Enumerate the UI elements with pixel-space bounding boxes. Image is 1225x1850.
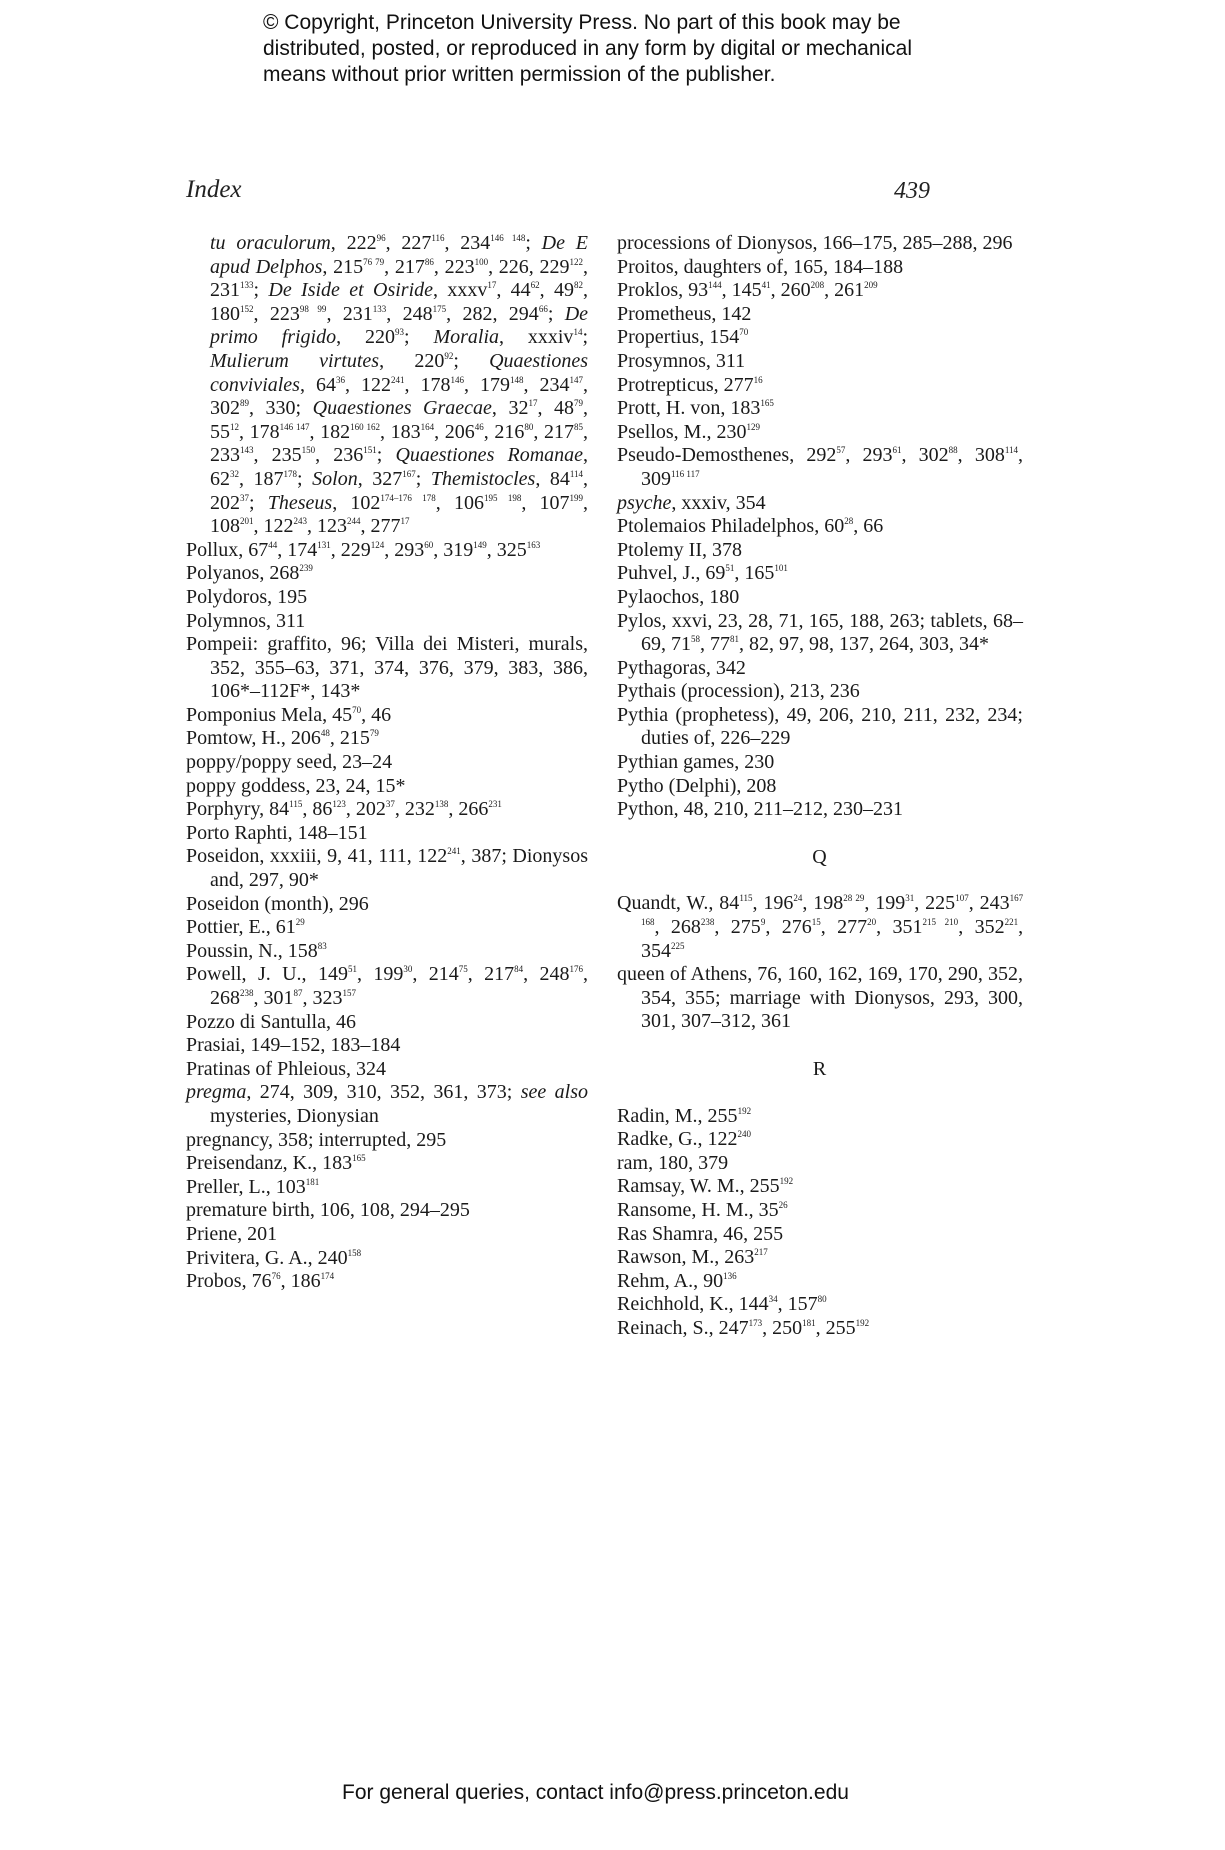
index-entry: Reinach, S., $247^{173}$, $250^{181}$, $255^{192}$ bbox=[617, 1316, 870, 1339]
index-entry: Pottier, E., $61^{29}$ bbox=[186, 916, 305, 939]
index-entry: Ras Shamra, 46, 255 bbox=[617, 1222, 784, 1245]
index-entry: Propertius, $154^{70}$ bbox=[617, 326, 749, 349]
page-number: 439 bbox=[894, 178, 930, 204]
index-entry: processions of Dionysos, 166–175, 285–288, 296 bbox=[617, 232, 1013, 254]
index-column-right bbox=[617, 232, 1023, 1341]
index-entry: Protrepticus, $277^{16}$ bbox=[617, 373, 763, 396]
index-entry: Pomtow, H., $206^{48}$, $215^{79}$ bbox=[186, 727, 379, 750]
index-entry: Prosymnos, 311 bbox=[617, 349, 746, 372]
index-entry: Powell, J. U., $149^{51}$, $199^{30}$, $214^{75}$, $217^{84}$, $248^{176}$, $268^{238}$, $301^{87}$, $323^{157}$ bbox=[186, 963, 589, 1009]
section-letter-r: R bbox=[812, 1058, 828, 1080]
index-entry: Prott, H. von, $183^{165}$ bbox=[617, 397, 774, 420]
index-entry: Privitera, G. A., $240^{158}$ bbox=[186, 1246, 362, 1269]
index-column-left bbox=[186, 232, 588, 1294]
index-entry: Pratinas of Phleious, 324 bbox=[186, 1057, 386, 1080]
index-entry: Pomponius Mela, $45^{70}$, 46 bbox=[186, 703, 392, 726]
index-entry: premature birth, 106, 108, 294–295 bbox=[186, 1199, 470, 1222]
index-entry: Pompeii: graffito, 96; Villa dei Misteri, murals, 352, 355–63, 371, 374, 376, 379, 383, 386, 106*–112F*, 143* bbox=[186, 633, 588, 703]
index-entry: queen of Athens, 76, 160, 162, 169, 170, 290, 352, 354, 355; marriage with Dionysos, 293, 300, 301, 307–312, 361 bbox=[617, 963, 1023, 1033]
index-entry: psyche, xxxiv, 354 bbox=[617, 491, 766, 514]
index-entry: Priene, 201 bbox=[186, 1222, 278, 1245]
index-entry: Rehm, A., $90^{136}$ bbox=[617, 1269, 737, 1292]
index-entry: poppy goddess, 23, 24, 15* bbox=[186, 774, 406, 797]
index-entry: Ptolemaios Philadelphos, $60^{28}$, 66 bbox=[617, 515, 884, 538]
index-entry: Radke, G., $122^{240}$ bbox=[617, 1128, 752, 1151]
index-entry: Pylos, xxvi, 23, 28, 71, 165, 188, 263; tablets, 68–69, $71^{58}$, $77^{81}$, 82, 97, 98, 137, 264, 303, 34* bbox=[617, 609, 1023, 656]
index-entry: Poseidon (month), 296 bbox=[186, 892, 369, 915]
index-entry: Preller, L., $103^{181}$ bbox=[186, 1175, 320, 1198]
index-entry: Quandt, W., $84^{115}$, $196^{24}$, $198^{28 29}$, $199^{31}$, $225^{107}$, $243^{167 168}$, $268^{238}$, $275^9$, $276^{15}$, $277^{20}$, $351^{215 210}$, $352^{221}$, $354^{225}$ bbox=[617, 892, 1024, 962]
footer-contact: For general queries, contact info@press.princeton.edu bbox=[342, 1781, 849, 1804]
copyright-line: distributed, posted, or reproduced in any form by digital or mechanical bbox=[263, 37, 913, 60]
index-entry: Poussin, N., $158^{83}$ bbox=[186, 939, 327, 962]
index-entry: Prometheus, 142 bbox=[617, 302, 752, 325]
index-entry: Reichhold, K., $144^{34}$, $157^{80}$ bbox=[617, 1293, 827, 1316]
index-entry: Pollux, $67^{44}$, $174^{131}$, $229^{124}$, $293^{60}$, $319^{149}$, $325^{163}$ bbox=[186, 538, 541, 561]
index-entry: Psellos, M., $230^{129}$ bbox=[617, 420, 760, 443]
index-entry: Prasiai, 149–152, 183–184 bbox=[186, 1034, 401, 1057]
index-entry: Pseudo-Demosthenes, $292^{57}$, $293^{61}$, $302^{88}$, $308^{114}$, $309^{116 117}$ bbox=[617, 444, 1023, 490]
copyright-line: means without prior written permission of the publisher. bbox=[263, 63, 776, 86]
index-entry: Pythais (procession), 213, 236 bbox=[617, 680, 860, 703]
running-head-title: Index bbox=[186, 176, 242, 203]
index-entry: pregnancy, 358; interrupted, 295 bbox=[186, 1128, 447, 1151]
index-entry: Polyanos, $268^{239}$ bbox=[186, 562, 313, 585]
index-entry: Probos, $76^{76}$, $186^{174}$ bbox=[186, 1270, 335, 1293]
index-entry: ram, 180, 379 bbox=[617, 1151, 729, 1174]
section-letter-q: Q bbox=[812, 845, 828, 868]
index-entry: tu oraculorum, $222^{96}$, $227^{116}$, $234^{146 148}$; De E apud Delphos, $215^{76 79}$, $217^{86}$, $223^{100}$, 226, $229^{122}$, $231^{133}$; De Iside et Osiride, xxxv$^{17}$, $44^{62}$, $49^{82}$, $180^{152}$, $223^{98 99}$, $231^{133}$, $248^{175}$, 282, $294^{66}$; De primo frigido, $220^{93}$; Moralia, xxxiv$^{14}$; Mulierum virtutes, $220^{92}$; Quaestiones conviviales, $64^{36}$, $122^{241}$, $178^{146}$, $179^{148}$, $234^{147}$, $302^{89}$, 330; Quaestiones Graecae, $32^{17}$, $48^{79}$, $55^{12}$, $178^{146 147}$, $182^{160 162}$, $183^{164}$, $206^{46}$, $216^{80}$, $217^{85}$, $233^{143}$, $235^{150}$, $236^{151}$; Quaestiones Romanae, $62^{32}$, $187^{178}$; Solon, $327^{167}$; Themistocles, $84^{114}$, $202^{37}$; Theseus, $102^{174-176 178}$, $106^{195 198}$, $107^{199}$, $108^{201}$, $122^{243}$, $123^{244}$, $277^{17}$ bbox=[210, 232, 589, 538]
index-entry: Porto Raphti, 148–151 bbox=[186, 821, 368, 844]
index-entry: Proklos, $93^{144}$, $145^{41}$, $260^{208}$, $261^{209}$ bbox=[617, 279, 878, 302]
index-entry: Rawson, M., $263^{217}$ bbox=[617, 1246, 768, 1269]
index-entry: Pythia (prophetess), 49, 206, 210, 211, 232, 234; duties of, 226–229 bbox=[617, 703, 1023, 750]
index-entry: Porphyry, $84^{115}$, $86^{123}$, $202^{37}$, $232^{138}$, $266^{231}$ bbox=[186, 798, 502, 821]
index-entry: pregma, 274, 309, 310, 352, 361, 373; see also mysteries, Dionysian bbox=[186, 1081, 588, 1127]
index-entry: Radin, M., $255^{192}$ bbox=[617, 1104, 752, 1127]
index-entry: Pythian games, 230 bbox=[617, 751, 775, 774]
index-entries-q bbox=[617, 892, 1023, 1034]
index-entry: Ptolemy II, 378 bbox=[617, 538, 742, 561]
index-entry: Polymnos, 311 bbox=[186, 609, 306, 632]
index-entry: Pytho (Delphi), 208 bbox=[617, 774, 777, 797]
copyright-notice bbox=[263, 10, 983, 88]
index-entries-p bbox=[617, 232, 1023, 822]
index-entry: Proitos, daughters of, 165, 184–188 bbox=[617, 255, 904, 278]
index-entry: Ramsay, W. M., $255^{192}$ bbox=[617, 1175, 794, 1198]
index-entry: Pylaochos, 180 bbox=[617, 585, 740, 608]
index-entry: Ransome, H. M., $35^{26}$ bbox=[617, 1198, 788, 1221]
index-entry: Python, 48, 210, 211–212, 230–231 bbox=[617, 798, 903, 821]
index-entry: Puhvel, J., $69^{51}$, $165^{101}$ bbox=[617, 562, 788, 585]
copyright-line: © Copyright, Princeton University Press. No part of this book may be bbox=[263, 11, 901, 34]
index-entry: poppy/poppy seed, 23–24 bbox=[186, 751, 393, 774]
index-entry: Pythagoras, 342 bbox=[617, 656, 746, 679]
index-entry: Poseidon, xxxiii, 9, 41, 111, $122^{241}$, 387; Dionysos and, 297, 90* bbox=[186, 845, 589, 892]
index-entry: Preisendanz, K., $183^{165}$ bbox=[186, 1152, 366, 1175]
index-entry: Polydoros, 195 bbox=[186, 585, 308, 608]
index-entry: Pozzo di Santulla, 46 bbox=[186, 1010, 356, 1033]
index-entries-r bbox=[617, 1105, 1023, 1341]
